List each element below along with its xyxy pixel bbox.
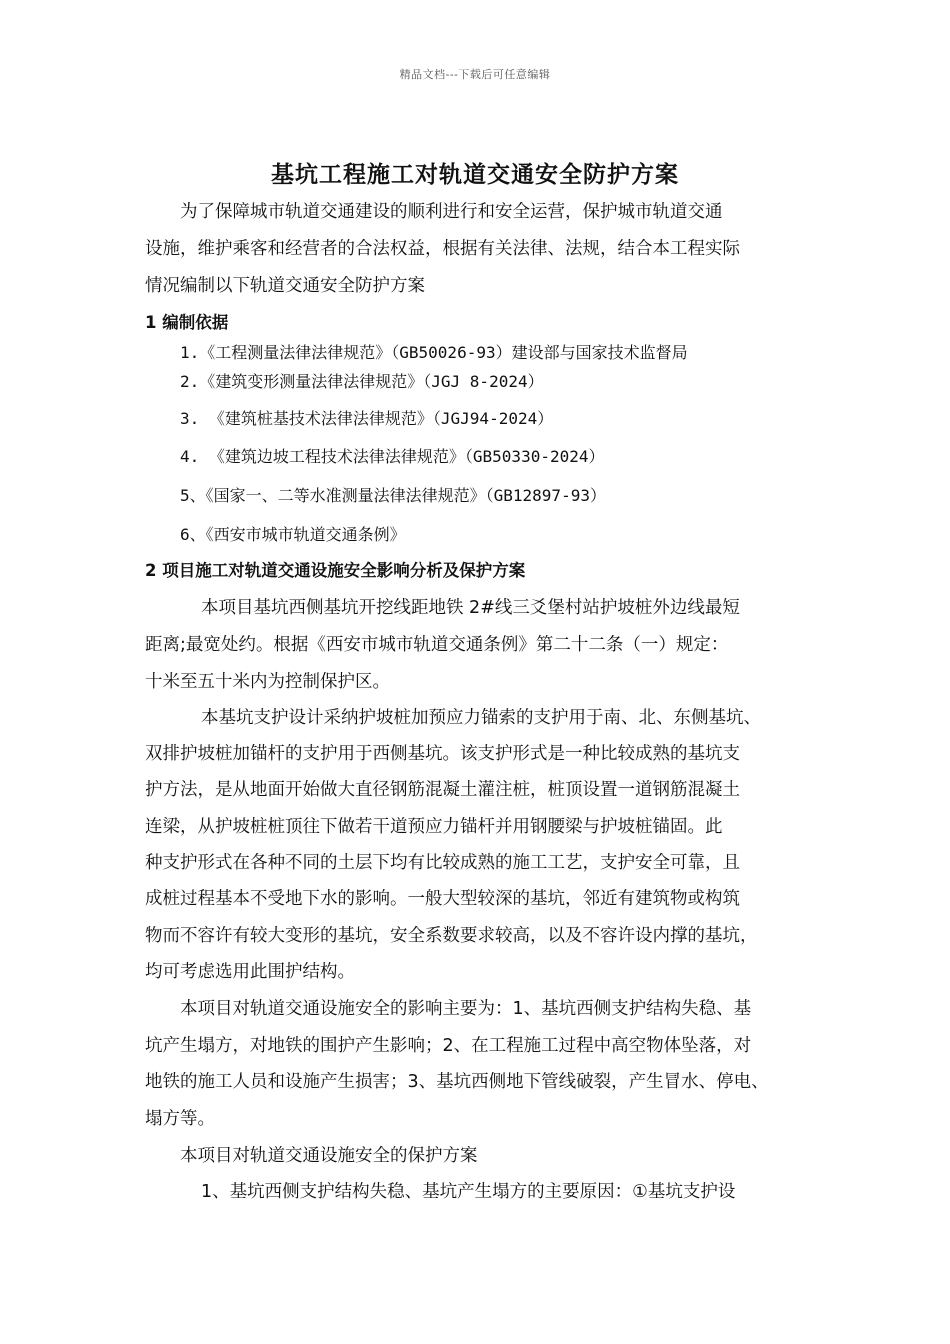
reference-item: 1.《工程测量法律法律规范》（GB50026-93）建设部与国家技术监督局 — [180, 343, 688, 362]
paragraph-line: 成桩过程基本不受地下水的影响。一般大型较深的基坑，邻近有建筑物或构筑 — [145, 889, 740, 909]
paragraph-line: 护方法，是从地面开始做大直径钢筋混凝土灌注桩，桩顶设置一道钢筋混凝土 — [145, 780, 740, 800]
reference-item: 4. 《建筑边坡工程技术法律法律规范》（GB50330-2024） — [180, 447, 605, 466]
reference-item: 3. 《建筑桩基技术法律法律规范》（JGJ94-2024） — [180, 409, 554, 428]
paragraph-line: 地铁的施工人员和设施产生损害；3、基坑西侧地下管线破裂，产生冒水、停电、 — [145, 1072, 769, 1092]
intro-line: 情况编制以下轨道交通安全防护方案 — [145, 276, 425, 296]
paragraph-line: 均可考虑选用此围护结构。 — [145, 962, 355, 982]
reference-item: 5、《国家一、二等水准测量法律法律规范》（GB12897-93） — [180, 486, 606, 505]
paragraph-line: 物而不容许有较大变形的基坑，安全系数要求较高，以及不容许设内撑的基坑， — [145, 926, 758, 946]
document-title: 基坑工程施工对轨道交通安全防护方案 — [271, 161, 679, 188]
reference-item: 6、《西安市城市轨道交通条例》 — [180, 525, 406, 544]
reference-item: 2.《建筑变形测量法律法律规范》（JGJ 8-2024） — [180, 372, 544, 391]
page-watermark: 精品文档---下载后可任意编辑 — [399, 68, 551, 81]
protection-heading: 本项目对轨道交通设施安全的保护方案 — [180, 1146, 478, 1166]
paragraph-line: 种支护形式在各种不同的土层下均有比较成熟的施工工艺，支护安全可靠，且 — [145, 853, 740, 873]
paragraph-line: 双排护坡桩加锚杆的支护用于西侧基坑。该支护形式是一种比较成熟的基坑支 — [145, 744, 740, 764]
paragraph-line: 本基坑支护设计采纳护坡桩加预应力锚索的支护用于南、北、东侧基坑、 — [201, 708, 761, 728]
paragraph-line: 本项目对轨道交通设施安全的影响主要为：1、基坑西侧支护结构失稳、基 — [180, 999, 752, 1019]
paragraph-line: 十米至五十米内为控制保护区。 — [145, 672, 390, 692]
paragraph-line: 塌方等。 — [145, 1109, 215, 1129]
paragraph-line: 连梁，从护坡桩桩顶往下做若干道预应力锚杆并用钢腰梁与护坡桩锚固。此 — [145, 817, 723, 837]
protection-item: 1、基坑西侧支护结构失稳、基坑产生塌方的主要原因：①基坑支护设 — [201, 1182, 736, 1202]
paragraph-line: 坑产生塌方，对地铁的围护产生影响；2、在工程施工过程中高空物体坠落，对 — [145, 1036, 752, 1056]
section-heading: 1 编制依据 — [145, 313, 229, 332]
paragraph-line: 距离;最宽处约。根据《西安市城市轨道交通条例》第二十二条（一）规定： — [145, 635, 729, 655]
intro-line: 设施，维护乘客和经营者的合法权益，根据有关法律、法规，结合本工程实际 — [145, 239, 740, 259]
intro-line: 为了保障城市轨道交通建设的顺利进行和安全运营，保护城市轨道交通 — [180, 202, 723, 222]
section-heading: 2 项目施工对轨道交通设施安全影响分析及保护方案 — [145, 561, 526, 580]
paragraph-line: 本项目基坑西侧基坑开挖线距地铁 2#线三爻堡村站护坡桩外边线最短 — [201, 598, 740, 618]
